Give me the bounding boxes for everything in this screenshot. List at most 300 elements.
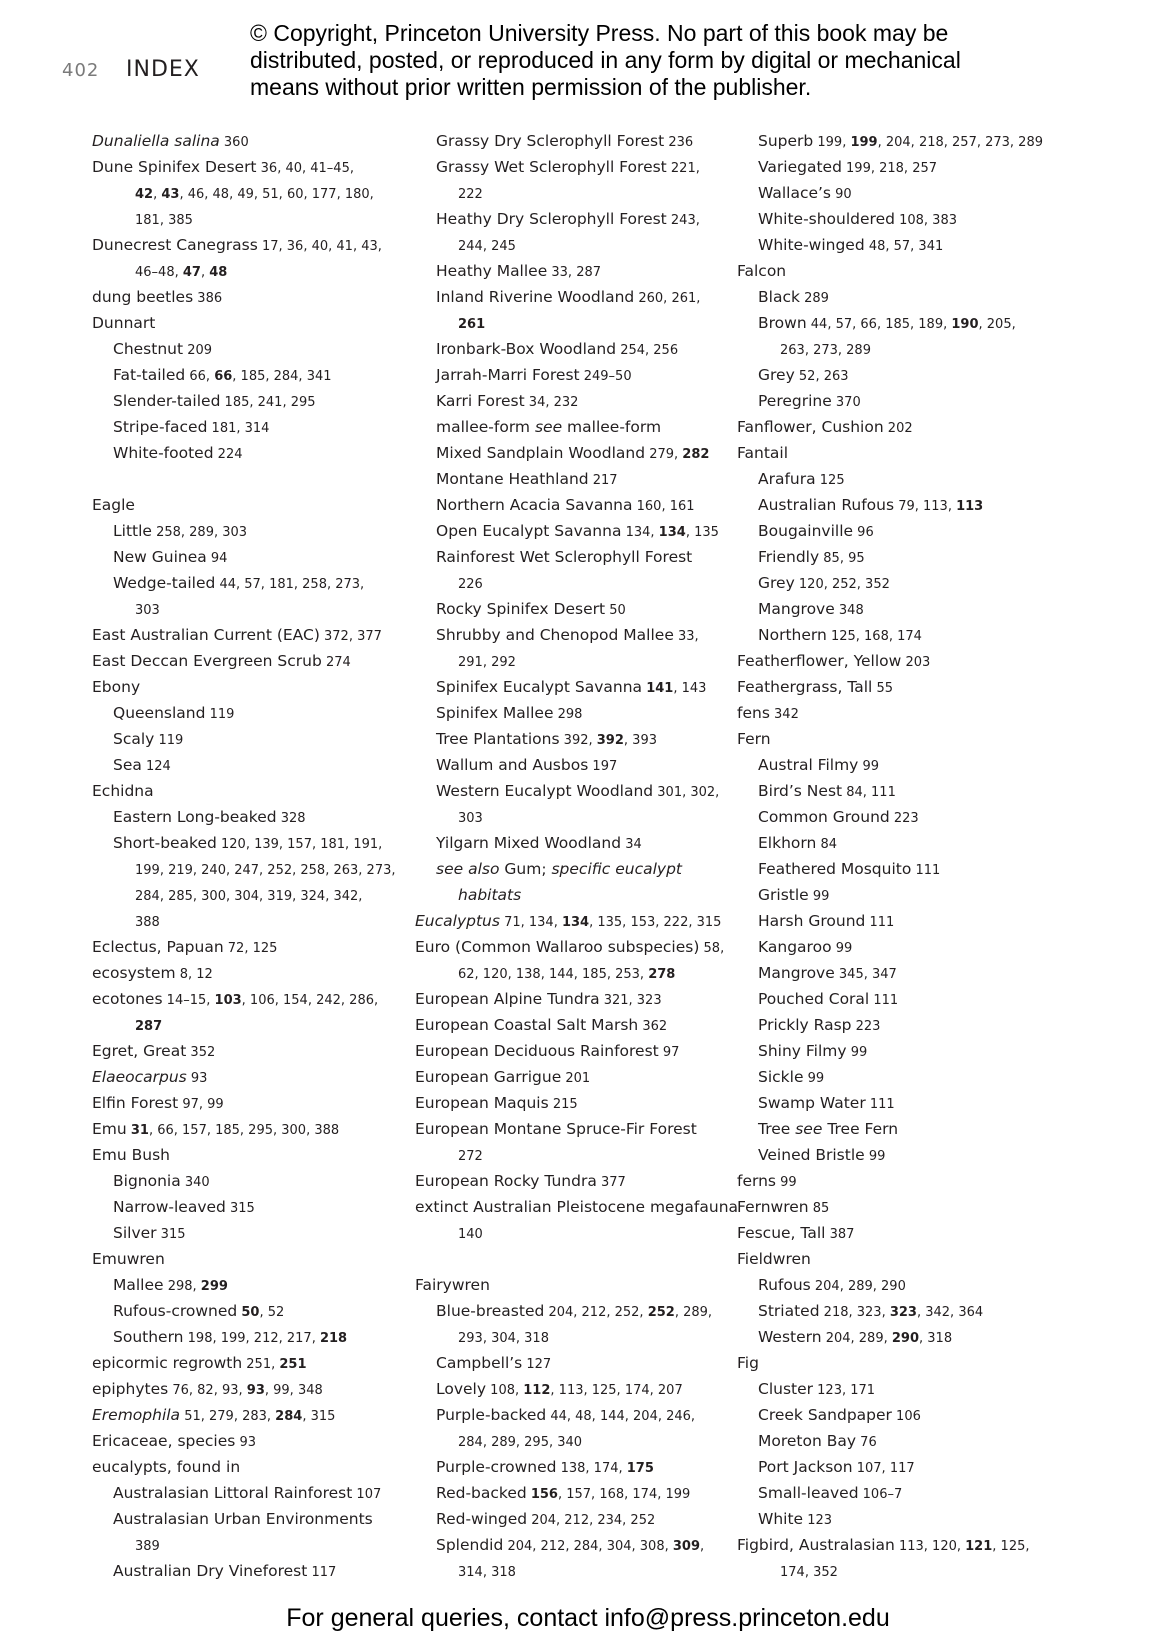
page-refs: 284, 285, 300, 304, 319, 324, 342, [135,889,363,904]
page-refs: 93 [186,1071,208,1086]
entry-term: Brown [758,314,807,332]
index-subentry [415,518,735,544]
index-subentry [737,1116,1057,1142]
page-refs: 52, 263 [794,369,849,384]
entry-term: Port Jackson [758,1458,853,1476]
footer-contact: For general queries, contact info@press.princeton.edu [286,1604,890,1632]
index-entry [415,908,735,934]
page-refs: 58, [699,941,725,956]
index-subentry [415,622,735,648]
page-refs: 51, 279, 283, 284, 315 [180,1409,336,1424]
index-subentry [737,596,1057,622]
page-refs [135,1019,162,1034]
page-refs: 111 [865,915,895,930]
page-refs: 17, 36, 40, 41, 43, [257,239,382,254]
entry-term: Purple-crowned [436,1458,557,1476]
entry-term: East Australian Current (EAC) [92,626,320,644]
entry-term: Dunnart [92,314,156,332]
entry-term: Fescue, Tall [737,1224,826,1242]
letter-gap [92,466,412,492]
entry-term: see [534,418,563,436]
index-entry [415,1168,735,1194]
entry-term: Wallace’s [758,184,832,202]
index-subentry [415,596,735,622]
entry-term: Fanflower, Cushion [737,418,884,436]
page-refs: 120, 252, 352 [794,577,890,592]
index-subentry [415,856,735,882]
main-page-ref: 282 [682,447,710,462]
index-entry [92,778,412,804]
entry-term: Northern Acacia Savanna [436,496,633,514]
page-refs: 84, 111 [842,785,896,800]
entry-term: Small-leaved [758,1484,859,1502]
page-refs: 123 [803,1513,833,1528]
page-refs: 249–50 [579,369,632,384]
main-page-ref: 156 [530,1487,558,1502]
index-subentry [737,830,1057,856]
index-subentry [737,1090,1057,1116]
entry-term: Bignonia [113,1172,181,1190]
index-continuation [92,882,412,908]
main-page-ref: 113 [956,499,984,514]
main-page-ref: 50 [241,1305,260,1320]
index-entry [737,414,1057,440]
page-refs: 111 [869,993,899,1008]
page-refs: 263, 273, 289 [780,343,871,358]
page-refs: 97, 99 [178,1097,224,1112]
page-refs: 34, 232 [524,395,579,410]
page-refs: 203 [901,655,931,670]
index-continuation [415,1220,735,1246]
index-entry [737,258,1057,284]
page-refs: 50, 52 [241,1305,285,1320]
index-entry [737,1194,1057,1220]
page-refs: 76, 82, 93, 93, 99, 348 [168,1383,323,1398]
page-refs: 226 [458,577,483,592]
entry-term: Fieldwren [737,1250,811,1268]
index-entry [92,674,412,700]
index-entry [92,1376,412,1402]
entry-term: Superb [758,132,814,150]
index-subentry [415,466,735,492]
index-entry [92,1350,412,1376]
page-refs: 127 [522,1357,552,1372]
page-refs: 224 [213,447,243,462]
page-refs: 44, 57, 181, 258, 273, [215,577,365,592]
index-column-1 [92,128,412,1584]
entry-term: Rainforest Wet Sclerophyll Forest [436,548,693,566]
page-refs: 181, 314 [207,421,270,436]
index-subentry [415,414,735,440]
entry-term: Creek Sandpaper [758,1406,892,1424]
index-entry [415,1012,735,1038]
entry-term: mallee-form [562,418,662,436]
entry-term: Variegated [758,158,842,176]
entry-term: European Montane Spruce-Fir Forest [415,1120,697,1138]
index-subentry [415,258,735,284]
index-subentry [415,1532,735,1558]
entry-term: Rufous-crowned [113,1302,238,1320]
entry-term: Open Eucalypt Savanna [436,522,622,540]
main-page-ref: 66 [214,369,233,384]
letter-gap [415,1246,735,1272]
main-page-ref: 103 [214,993,242,1008]
page-refs: 315 [225,1201,255,1216]
index-subentry [415,1480,735,1506]
entry-term: Falcon [737,262,787,280]
entry-term: Euro (Common Wallaroo subspecies) [415,938,700,956]
entry-term: Ebony [92,678,141,696]
index-subentry [92,362,412,388]
entry-term: Yilgarn Mixed Woodland [436,834,622,852]
index-entry [415,1038,735,1064]
page-refs: 293, 304, 318 [458,1331,549,1346]
page-refs: 79, 113, 113 [894,499,984,514]
index-entry [737,674,1057,700]
index-subentry [92,544,412,570]
page-refs: 31, 66, 157, 185, 295, 300, 388 [130,1123,340,1138]
index-subentry [737,1272,1057,1298]
entry-term: Gristle [758,886,809,904]
index-subentry [92,1220,412,1246]
index-subentry [737,1402,1057,1428]
index-subentry [92,336,412,362]
entry-term: Harsh Ground [758,912,866,930]
page-refs: 71, 134, 134, 135, 153, 222, 315 [499,915,722,930]
copyright-line: distributed, posted, or reproduced in any form by digital or mechanical [250,47,961,73]
entry-term: Heathy Mallee [436,262,548,280]
entry-term: Sickle [758,1068,804,1086]
index-subentry [737,1012,1057,1038]
main-page-ref: 284 [275,1409,303,1424]
entry-term: Shrubby and Chenopod Mallee [436,626,674,644]
index-continuation [92,1532,412,1558]
entry-term: Swamp Water [758,1094,866,1112]
entry-term: White-footed [113,444,214,462]
entry-term: Slender-tailed [113,392,221,410]
entry-term: epicormic regrowth [92,1354,243,1372]
page-refs: 204, 212, 234, 252 [527,1513,656,1528]
page-refs: 119 [205,707,235,722]
entry-term: Striated [758,1302,820,1320]
index-subentry [92,1480,412,1506]
entry-term: Ironbark-Box Woodland [436,340,617,358]
entry-term: Bougainville [758,522,854,540]
entry-term: Friendly [758,548,820,566]
page-refs: 221, [666,161,700,176]
page-refs: 209 [183,343,213,358]
page-refs: 291, 292 [458,655,516,670]
entry-term: Tree [758,1120,796,1138]
index-subentry [737,206,1057,232]
index-subentry [415,284,735,310]
main-page-ref: 392 [596,733,624,748]
index-continuation [737,1558,1057,1584]
page-refs: 258, 289, 303 [151,525,248,540]
entry-term: eucalypts, found in [92,1458,241,1476]
entry-term: see also [436,860,500,878]
index-subentry [92,752,412,778]
entry-term: Egret, Great [92,1042,187,1060]
main-page-ref: 93 [246,1383,265,1398]
page-refs: 107 [352,1487,382,1502]
index-continuation [92,596,412,622]
entry-term: specific eucalypt [551,860,682,878]
page-refs: 362 [638,1019,668,1034]
index-subentry [737,1298,1057,1324]
index-subentry [92,726,412,752]
main-page-ref: 323 [889,1305,917,1320]
main-page-ref: 47 [182,265,201,280]
index-subentry [737,1428,1057,1454]
entry-term: Scaly [113,730,155,748]
entry-term: Feathergrass, Tall [737,678,873,696]
entry-term: Rocky Spinifex Desert [436,600,606,618]
index-subentry [415,1298,735,1324]
index-subentry [737,1376,1057,1402]
entry-term: Tree Fern [822,1120,899,1138]
entry-term: Cluster [758,1380,814,1398]
index-entry [92,648,412,674]
index-continuation [415,1142,735,1168]
page-refs: 99 [808,889,830,904]
index-subentry [415,544,735,570]
page-refs: 315 [156,1227,186,1242]
entry-term: European Alpine Tundra [415,990,600,1008]
entry-term: Elaeocarpus [92,1068,187,1086]
index-continuation [415,1558,735,1584]
main-page-ref: 134 [561,915,590,930]
page-refs: 111 [911,863,941,878]
page-refs: 85 [808,1201,830,1216]
index-entry [92,1142,412,1168]
page-refs: 201 [561,1071,591,1086]
main-page-ref: 261 [458,317,486,332]
index-subentry [737,570,1057,596]
entry-term: Pouched Coral [758,990,870,1008]
page-refs: 244, 245 [458,239,516,254]
entry-term: White [758,1510,804,1528]
main-page-ref: 121 [965,1539,993,1554]
page-refs: 217 [588,473,618,488]
page-refs: 117 [307,1565,337,1580]
page-refs: 223 [851,1019,881,1034]
entry-term: Mallee [113,1276,164,1294]
entry-term: Eclectus, Papuan [92,938,224,956]
entry-term: ecotones [92,990,163,1008]
index-entry [737,1532,1057,1558]
page-refs: 236 [664,135,694,150]
page-refs: 99 [858,759,880,774]
page-refs: 160, 161 [632,499,695,514]
index-subentry [92,1324,412,1350]
page-refs: 44, 57, 66, 185, 189, 190, 205, [806,317,1016,332]
page-refs: 106 [891,1409,921,1424]
index-subentry [92,1168,412,1194]
entry-term: Mixed Sandplain Woodland [436,444,646,462]
page-refs: 377 [596,1175,626,1190]
entry-term: Black [758,288,800,306]
entry-term: Grassy Wet Sclerophyll Forest [436,158,667,176]
page-refs: 289 [799,291,829,306]
index-subentry [737,934,1057,960]
page-refs: 348 [834,603,864,618]
page-refs: 99 [864,1149,886,1164]
page-refs: 72, 125 [223,941,278,956]
index-continuation [415,882,735,908]
index-continuation [415,648,735,674]
entry-term: Western Eucalypt Woodland [436,782,654,800]
entry-term: European Garrigue [415,1068,562,1086]
entry-term: Karri Forest [436,392,525,410]
entry-term: East Deccan Evergreen Scrub [92,652,322,670]
entry-term: Queensland [113,704,206,722]
entry-term: Dunaliella salina [92,132,220,150]
index-entry [92,1064,412,1090]
page-refs: 204, 212, 284, 304, 308, 309, [503,1539,705,1554]
main-page-ref: 252 [647,1305,675,1320]
entry-term: Southern [113,1328,184,1346]
main-page-ref: 43 [161,187,180,202]
main-page-ref: 31 [130,1123,149,1138]
entry-term: Bird’s Nest [758,782,843,800]
page-refs: 340 [180,1175,210,1190]
index-entry [737,440,1057,466]
entry-term: Eucalyptus [415,912,500,930]
page-refs: 272 [458,1149,483,1164]
page-refs: 48, 57, 341 [864,239,944,254]
index-continuation [92,180,412,206]
main-page-ref: 218 [319,1331,348,1346]
index-subentry [737,284,1057,310]
entry-term: European Deciduous Rainforest [415,1042,659,1060]
entry-term: Peregrine [758,392,832,410]
index-entry [415,934,735,960]
entry-term: Spinifex Eucalypt Savanna [436,678,643,696]
index-subentry [92,570,412,596]
index-subentry [737,518,1057,544]
index-subentry [737,128,1057,154]
main-page-ref: 112 [523,1383,551,1398]
index-subentry [415,1402,735,1428]
page-refs: 314, 318 [458,1565,516,1580]
page-refs: 199, 219, 240, 247, 252, 258, 263, 273, [135,863,396,878]
index-subentry [737,1038,1057,1064]
index-entry [415,1272,735,1298]
index-entry [92,960,412,986]
page-refs: 251, 251 [242,1357,307,1372]
entry-term: Veined Bristle [758,1146,865,1164]
entry-term: Inland Riverine Woodland [436,288,635,306]
index-subentry [737,986,1057,1012]
index-entry [92,934,412,960]
entry-term: Dune Spinifex Desert [92,158,257,176]
entry-term: White-shouldered [758,210,895,228]
page-refs: 204, 289, 290, 318 [821,1331,953,1346]
index-subentry [415,128,735,154]
index-entry [92,1090,412,1116]
index-entry [92,128,412,154]
index-continuation [92,856,412,882]
entry-term: Western [758,1328,822,1346]
page-refs: 298 [553,707,583,722]
page-refs: 113, 120, 121, 125, [894,1539,1030,1554]
index-subentry [737,232,1057,258]
index-subentry [415,440,735,466]
index-subentry [737,544,1057,570]
index-entry [92,1116,412,1142]
index-continuation [737,336,1057,362]
copyright-line: © Copyright, Princeton University Press. No part of this book may be [250,20,949,46]
main-page-ref: 299 [200,1279,228,1294]
entry-term: Emu Bush [92,1146,170,1164]
main-page-ref: 190 [951,317,979,332]
page-refs: 134, 134, 135 [621,525,719,540]
index-subentry [737,154,1057,180]
page-refs: 111 [865,1097,895,1112]
index-entry [92,1038,412,1064]
entry-term: Emu [92,1120,127,1138]
entry-term: Emuwren [92,1250,165,1268]
entry-term: Fat-tailed [113,366,186,384]
entry-term: Australian Dry Vineforest [113,1562,308,1580]
index-subentry [92,804,412,830]
index-subentry [737,1480,1057,1506]
page-refs: 99 [803,1071,825,1086]
entry-term: Kangaroo [758,938,832,956]
page-refs: 199, 199, 204, 218, 257, 273, 289 [813,135,1043,150]
entry-term: Austral Filmy [758,756,859,774]
index-subentry [415,726,735,752]
page-refs: 140 [458,1227,483,1242]
entry-term: Wallum and Ausbos [436,756,589,774]
entry-term: extinct Australian Pleistocene megafauna [415,1198,739,1216]
entry-term: Lovely [436,1380,487,1398]
index-entry [92,154,412,180]
index-entry [415,986,735,1012]
index-subentry [415,752,735,778]
index-subentry [415,388,735,414]
index-entry [92,232,412,258]
page-refs: 392, 392, 393 [559,733,657,748]
index-subentry [737,1454,1057,1480]
page-refs: 328 [276,811,306,826]
index-entry [92,310,412,336]
index-continuation [415,804,735,830]
index-subentry [737,466,1057,492]
page-refs: 386 [193,291,223,306]
entry-term: Gum; [499,860,552,878]
index-continuation [415,1324,735,1350]
page-refs: 76 [856,1435,877,1450]
page-refs: 181, 385 [135,213,193,228]
page-refs: 62, 120, 138, 144, 185, 253, 278 [458,967,676,982]
entry-term: Eremophila [92,1406,181,1424]
entry-term: Little [113,522,152,540]
index-continuation [92,1012,412,1038]
page-refs: 389 [135,1539,160,1554]
index-column-3 [737,128,1057,1584]
page-refs: 215 [548,1097,578,1112]
entry-term: Mangrove [758,964,835,982]
index-continuation [415,232,735,258]
page-refs: 360 [219,135,249,150]
page-refs: 284, 289, 295, 340 [458,1435,583,1450]
main-page-ref: 251 [279,1357,307,1372]
entry-term: Fig [737,1354,759,1372]
entry-term: Elkhorn [758,834,817,852]
index-subentry [92,1272,412,1298]
